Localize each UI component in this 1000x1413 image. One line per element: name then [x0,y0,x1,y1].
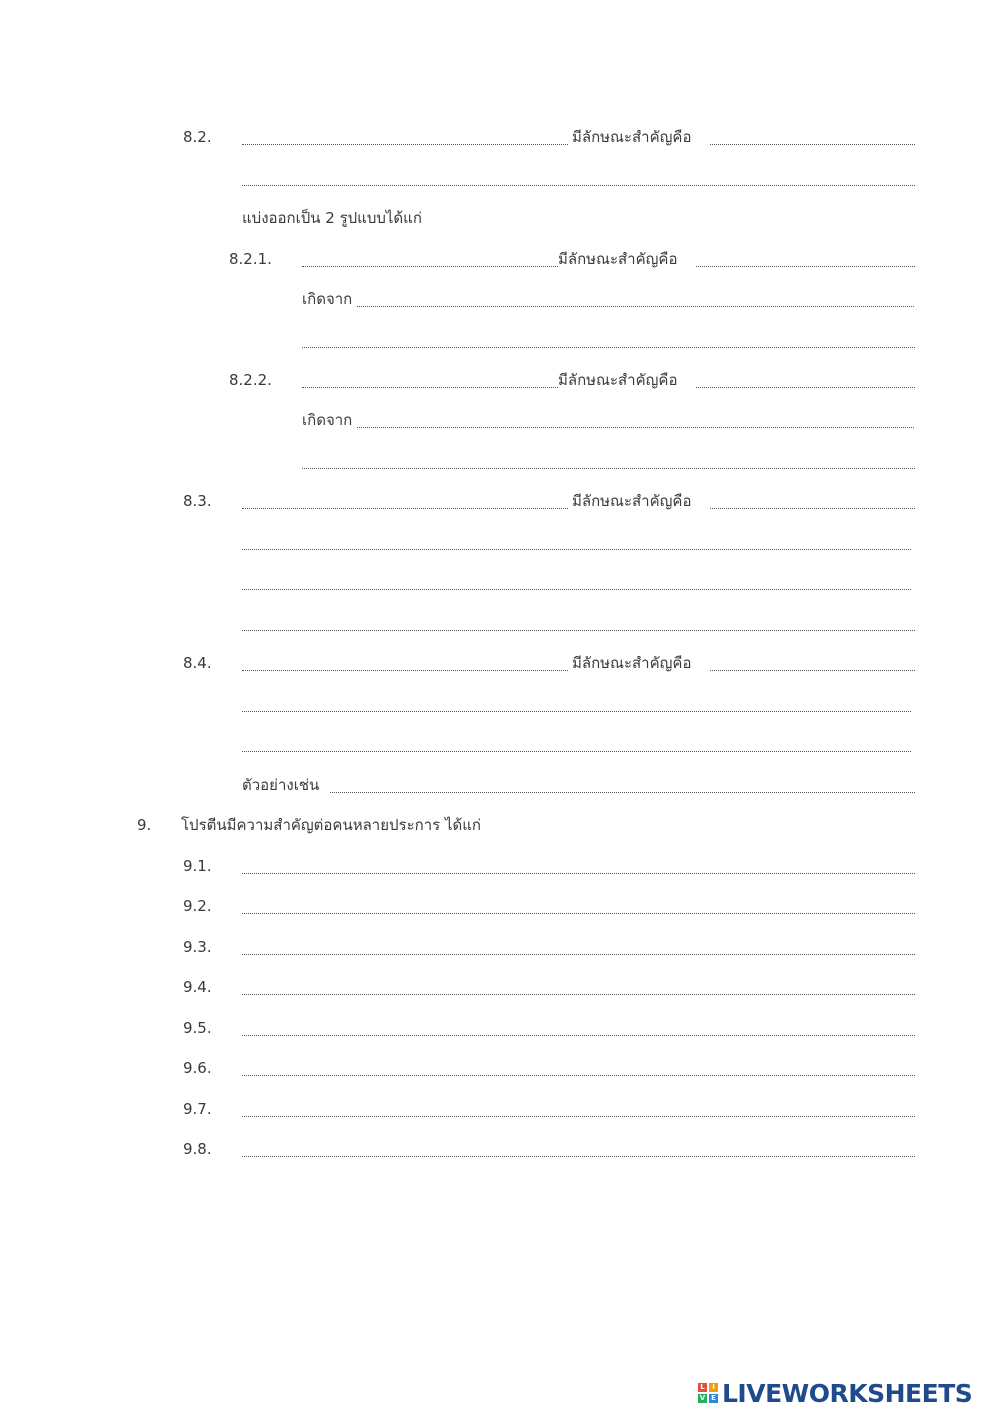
prompt-text: มีลักษณะสำคัญคือ [558,368,677,392]
logo-cube-e: E [709,1394,718,1403]
answer-blank[interactable] [357,408,914,432]
answer-blank[interactable] [242,1056,915,1080]
logo-cube-v: V [699,1394,706,1402]
logo-cube-icon [698,1383,718,1403]
answer-blank[interactable] [330,773,915,797]
prompt-text: ตัวอย่างเช่น [242,776,320,794]
item-number: 9.5. [183,1019,212,1037]
answer-blank[interactable] [242,1016,915,1040]
answer-blank[interactable] [710,125,915,149]
item-number: 8.2.1. [229,250,272,268]
answer-blank[interactable] [242,570,911,594]
answer-blank[interactable] [242,651,568,675]
question-number: 9. [137,816,152,834]
prompt-text: มีลักษณะสำคัญคือ [558,247,677,271]
item-number: 9.3. [183,938,212,956]
item-number: 8.3. [183,492,212,510]
prompt-text: มีลักษณะสำคัญคือ [572,651,691,675]
answer-blank[interactable] [242,489,568,513]
answer-blank[interactable] [302,368,558,392]
liveworksheets-logo [698,1378,972,1408]
item-number: 9.8. [183,1140,212,1158]
item-number: 9.2. [183,897,212,915]
answer-blank[interactable] [242,125,568,149]
question-text: โปรตีนมีความสำคัญต่อคนหลายประการ ได้แก่ [181,816,482,834]
answer-blank[interactable] [302,247,558,271]
answer-blank[interactable] [242,854,915,878]
logo-cube-l: L [698,1383,707,1392]
prompt-text: เกิดจาก [302,290,353,308]
item-number: 8.2. [183,128,212,146]
answer-blank[interactable] [242,692,911,716]
answer-blank[interactable] [710,489,915,513]
prompt-text: เกิดจาก [302,411,353,429]
answer-blank[interactable] [242,732,911,756]
logo-text: LIVEWORKSHEETS [722,1378,973,1408]
section-intro: แบ่งออกเป็น 2 รูปแบบได้แก่ [242,209,422,227]
item-number: 9.4. [183,978,212,996]
prompt-text: มีลักษณะสำคัญคือ [572,489,691,513]
answer-blank[interactable] [242,975,915,999]
answer-blank[interactable] [357,287,914,311]
item-number: 8.2.2. [229,371,272,389]
prompt-text: มีลักษณะสำคัญคือ [572,125,691,149]
answer-blank[interactable] [242,894,915,918]
answer-blank[interactable] [696,247,915,271]
answer-blank[interactable] [242,1137,915,1161]
answer-blank[interactable] [242,1097,915,1121]
answer-blank[interactable] [242,166,915,190]
answer-blank[interactable] [302,328,915,352]
answer-blank[interactable] [242,530,911,554]
logo-cube-i: I [709,1383,718,1392]
item-number: 8.4. [183,654,212,672]
answer-blank[interactable] [710,651,915,675]
item-number: 9.7. [183,1100,212,1118]
answer-blank[interactable] [242,611,915,635]
answer-blank[interactable] [696,368,915,392]
answer-blank[interactable] [302,449,915,473]
item-number: 9.6. [183,1059,212,1077]
item-number: 9.1. [183,857,212,875]
answer-blank[interactable] [242,935,915,959]
